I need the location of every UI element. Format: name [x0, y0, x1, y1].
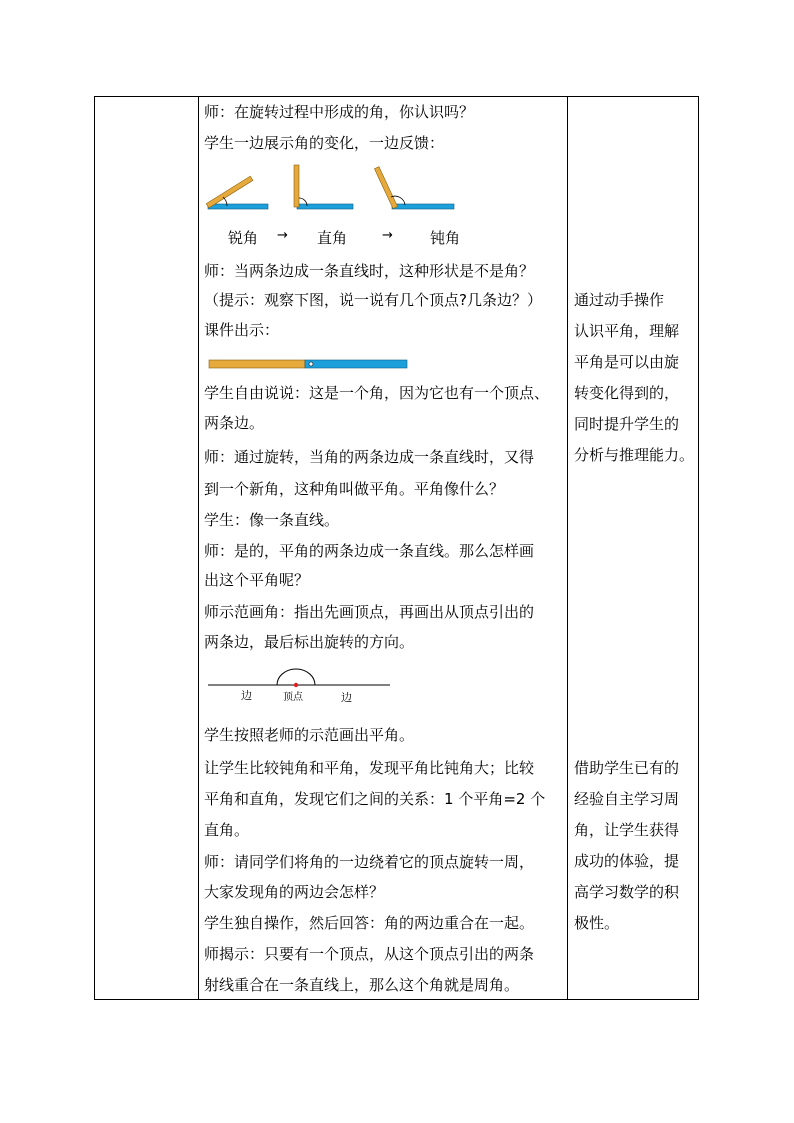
- text-line: 师揭示：只要有一个顶点，从这个顶点引出的两条: [204, 945, 535, 963]
- text-line: 大家发现角的两边会怎样？: [204, 883, 385, 901]
- text-line: 师：当两条边成一条直线时，这种形状是不是角？: [204, 262, 535, 280]
- text-line: 学生一边展示角的变化，一边反馈：: [204, 134, 445, 152]
- column-divider-left: [198, 97, 199, 999]
- note-line: 成功的体验，提: [574, 852, 680, 870]
- text-line: 学生独自操作，然后回答：角的两边重合在一起。: [204, 914, 535, 932]
- text-line: 直角。: [204, 821, 250, 839]
- note-line: 经验自主学习周: [574, 790, 680, 808]
- note-line: 高学习数学的积: [574, 883, 680, 901]
- angle-rotation-figure: [205, 160, 460, 218]
- note-line: 转变化得到的，: [574, 384, 680, 402]
- note-line: 同时提升学生的: [574, 415, 680, 433]
- text-line: 两条边。: [204, 414, 265, 432]
- caption-right: 直角: [317, 229, 348, 247]
- straight-angle-figure: [208, 358, 410, 372]
- text-line: 师：在旋转过程中形成的角，你认识吗？: [204, 103, 475, 121]
- text-line: 课件出示：: [204, 321, 280, 339]
- text-line: 让学生比较钝角和平角，发现平角比钝角大；比较: [204, 759, 535, 777]
- text-line: 师：通过旋转，当角的两条边成一条直线时，又得: [204, 448, 535, 466]
- text-line: 学生：像一条直线。: [204, 511, 340, 529]
- label-side-left: 边: [241, 689, 252, 702]
- arrow-icon: →: [277, 228, 288, 243]
- text-line: 学生按照老师的示范画出平角。: [204, 726, 415, 744]
- note-line: 借助学生已有的: [574, 759, 680, 777]
- arrow-icon: →: [382, 228, 393, 243]
- column-divider-right: [567, 97, 568, 999]
- text-line: 师示范画角：指出先画顶点，再画出从顶点引出的: [204, 603, 535, 621]
- note-line: 角，让学生获得: [574, 821, 680, 839]
- label-vertex: 顶点: [283, 692, 303, 703]
- text-line: 到一个新角，这种角叫做平角。平角像什么？: [204, 480, 505, 498]
- note-line: 极性。: [574, 914, 620, 932]
- text-line: 出这个平角呢？: [204, 571, 310, 589]
- text-line: 师：请同学们将角的一边绕着它的顶点旋转一周，: [204, 853, 535, 871]
- text-line: 学生自由说说：这是一个角，因为它也有一个顶点、: [204, 384, 550, 402]
- obtuse-angle-figure: [374, 167, 454, 209]
- caption-acute: 锐角: [228, 229, 259, 247]
- text-line: 平角和直角，发现它们之间的关系：1 个平角=2 个: [204, 790, 546, 808]
- drawn-straight-angle: [208, 664, 392, 690]
- label-side-right: 边: [341, 691, 352, 704]
- right-angle-figure: [294, 165, 353, 209]
- note-line: 认识平角，理解: [574, 322, 680, 340]
- acute-angle-figure: [206, 176, 268, 209]
- note-line: 通过动手操作: [574, 291, 665, 309]
- text-line: 师：是的，平角的两条边成一条直线。那么怎样画: [204, 542, 535, 560]
- text-line: 射线重合在一条直线上，那么这个角就是周角。: [204, 976, 520, 994]
- caption-obtuse: 钝角: [430, 229, 461, 247]
- note-line: 分析与推理能力。: [574, 446, 695, 464]
- note-line: 平角是可以由旋: [574, 353, 680, 371]
- text-line: （提示：观察下图，说一说有几个顶点?几条边？）: [204, 291, 542, 309]
- text-line: 两条边，最后标出旋转的方向。: [204, 633, 415, 651]
